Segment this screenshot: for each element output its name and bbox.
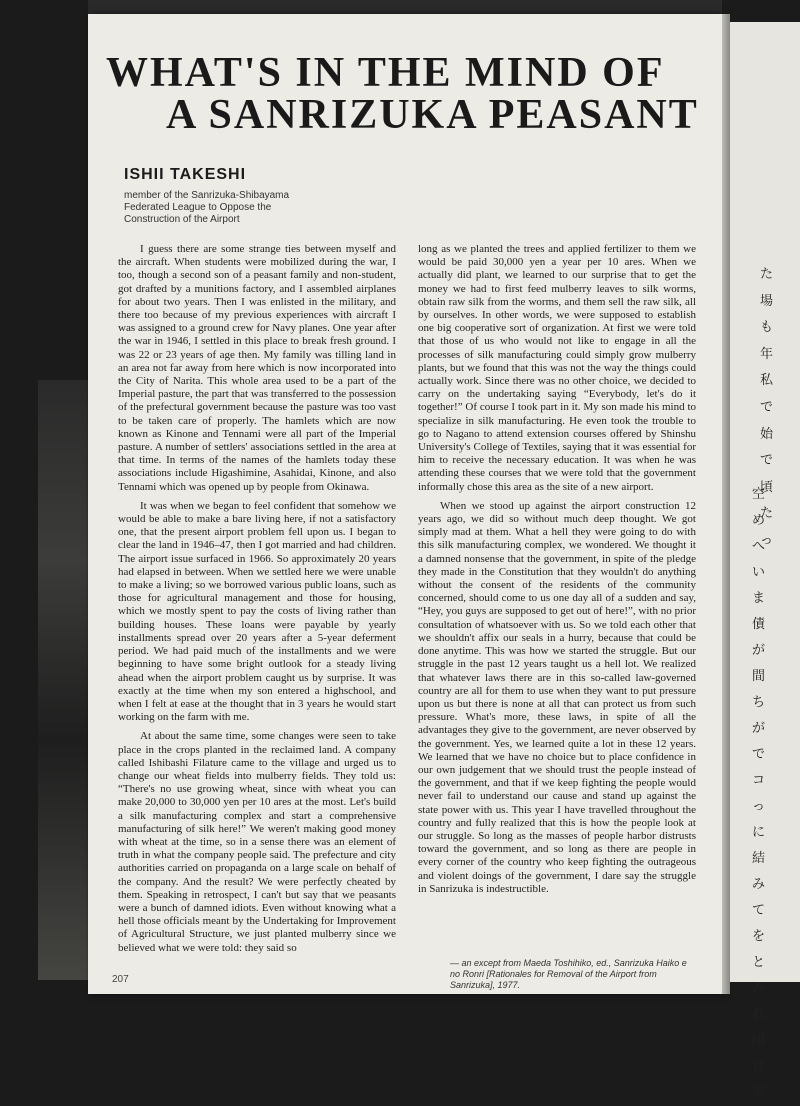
top-shadow-band — [88, 0, 722, 14]
magazine-page — [88, 14, 722, 994]
japanese-text-column-a: た 場 も 年 私 で 始 で 頃 た っ — [760, 267, 775, 548]
left-paragraph-3: At about the same time, some changes were seen to take place in the crops planted in the reclaimed land. A company called Ishibashi Filature came to the village and urged us to change our wheat fields into mulberry fields. They told us: “There's no use growing wheat, since with wheat you can make 20,000 to 30,000 yen per 10 ares at the most. Let's build a silk manufacturing complex and start a comprehensive manufacturing of silk here!” We weren't making good money with wheat at the time, so in a sense there was an element of truth in what the company people said. The prefecture and city authorities carried on propaganda on a large scale on behalf of the company. And the result? We were perfectly cheated by them. Speaking in retrospect, I can't but say that we peasants were a bunch of damned idiots. Even without knowing what a hell those officials meant by the Undertaking for Improvement of Agricultural Structure, we just planted mulberry since we believed what we were told: they said so — [118, 730, 396, 954]
japanese-text-column-b: 空 め へ い ま 債 が 間 ち が で コ っ に 結 み て を と み れ 団 け 実 — [752, 487, 766, 1100]
right-paragraph-1: long as we planted the trees and applied fertilizer to them we would be paid 30,000 yen a year per 10 ares. When we actually did plant, we learned to our surprise that to get the money we had to first feed mulberry leaves to silk worms, obtain raw silk from the worms, and them sell the raw silk, all by ourselves. In other words, we were supposed to establish one big cooperative sort of organization. At first we were told that those of us who would not like to engage in all the processes of silk manufacturing could simply grow mulberry plants, but we found that this was not the way the things could actually work. Since there was no other choice, we decided to carry on the undertaking saying “Everybody, let's do it together!” Of course I took part in it. My son made his mind to specialize in silk manufacturing. He even took the trouble to go to Nagano to attend extension courses offered by Shinshu University's College of Textiles, saying that it was essential for him to receive the necessary education. It was when he was attending these courses that we were told that the government informally chose this area as the site of a new airport. — [418, 243, 696, 493]
photo-strip — [38, 380, 88, 980]
right-paragraph-2: When we stood up against the airport construction 12 years ago, we did so without much deep thought. We got simply mad at them. What a hell they were going to do with this silk manufacturing complex, we wondered. We thought it a damned nonsense that the government, in spite of the pledge they made in the Constitution that they wouldn't do anything without the consent of the residents of the community concerned, should come to us one day all of a sudden and say, “Hey, you guys are supposed to get out of here!”, with no prior consultation of whatsoever with us. So we told each other that we shouldn't affix our seals in a hurry, because that could be done anytime. This was how we started the struggle. But our struggle in the past 12 years taught us a hell lot. We realized that whatever laws there are in this so-called law-governed country are all for them to use when they want to put pressure upon us but there is none at all that can protect us from such pressure. What's more, these laws, in spite of all the advantages they give to the government, are never observed by the government. Yes, we learned quite a lot in these 12 years. We learned that we have no choice but to place confidence in our own judgement that we should trust the people instead of the government, and that if we keep fighting the people would never fail to understand our cause and stand up against the state power with us. This year I have travelled throughout the country and fully realized that this is how the people look at our struggle. So long as the masses of people harbor distrusts toward the government, and so long as there are people in every corner of the country who keep fighting the outrageous and violent doings of the government, I dare say the struggle in Sanrizuka is indestructible. — [418, 499, 696, 895]
page-number: 207 — [112, 974, 129, 985]
author-name: ISHII TAKESHI — [124, 166, 247, 183]
left-paragraph-2: It was when we began to feel confident that somehow we would be able to make a bare living here, if not a satisfactory one, that the present airport problem fell upon us. I began to clear the land in 1946–47, then I got married and had children. The airport issue surfaced in 1966. So approximately 20 years had elapsed in between. When we settled here we were unable to make a living; so we borrowed various public loans, such as those for agricultural management and those for housing, which we mostly spent to pay the costs of living rather than building houses. These loans were payable by yearly installments spread over 20 years after a 5-year deferment period. We had paid much of the installments and we were beginning to have some bright outlook for a steady living ahead when the airport problem caught us by surprise. It was exactly at the time when my son entered a highschool, and when I felt at ease at the thought that in 3 years he would start working on the farm with me. — [118, 499, 396, 724]
title-line-2: A SANRIZUKA PEASANT — [166, 92, 699, 138]
right-column — [418, 243, 696, 902]
source-citation: — an except from Maeda Toshihiko, ed., Sanrizuka Haiko e no Ronri [Rationales for Removal of the Airport from Sanrizuka], 1977. — [450, 958, 687, 990]
author-affiliation: member of the Sanrizuka-Shibayama Federated League to Oppose the Construction of the Airport — [124, 190, 290, 225]
book-spine — [722, 14, 730, 994]
adjacent-japanese-page — [730, 22, 800, 1100]
title-line-1: WHAT'S IN THE MIND OF — [106, 50, 665, 96]
left-paragraph-1: I guess there are some strange ties between myself and the aircraft. When students were mobilized during the war, I too, though a second son of a peasant family and non-student, got drafted by a munitions factory, and I assembled airplanes for about two years. Then I was enlisted in the military, and there too because of my previous experiences with aircraft I was assigned to a ground crew for Navy planes. One year after the war in 1946, I settled in this place to break fresh ground. I was 22 or 23 years of age then. My family was tilling land in an area not far away from here which is now incorporated into the City of Narita. This whole area used to be a part of the Imperial pasture, the part that was transferred to the possession of the prefectural government because the pasture was too vast to be taken care of properly. The hamlets which are now known as Kinone and Tennami were all part of the Imperial pasture. A number of settlers' associations settled in the area at that time. In terms of the names of the hamlets today these associations include Higashimine, Asahidai, Kinone, and also Tennami which was opened up by people from Okinawa. — [118, 243, 396, 493]
article-title — [106, 52, 706, 136]
left-column — [118, 243, 396, 961]
